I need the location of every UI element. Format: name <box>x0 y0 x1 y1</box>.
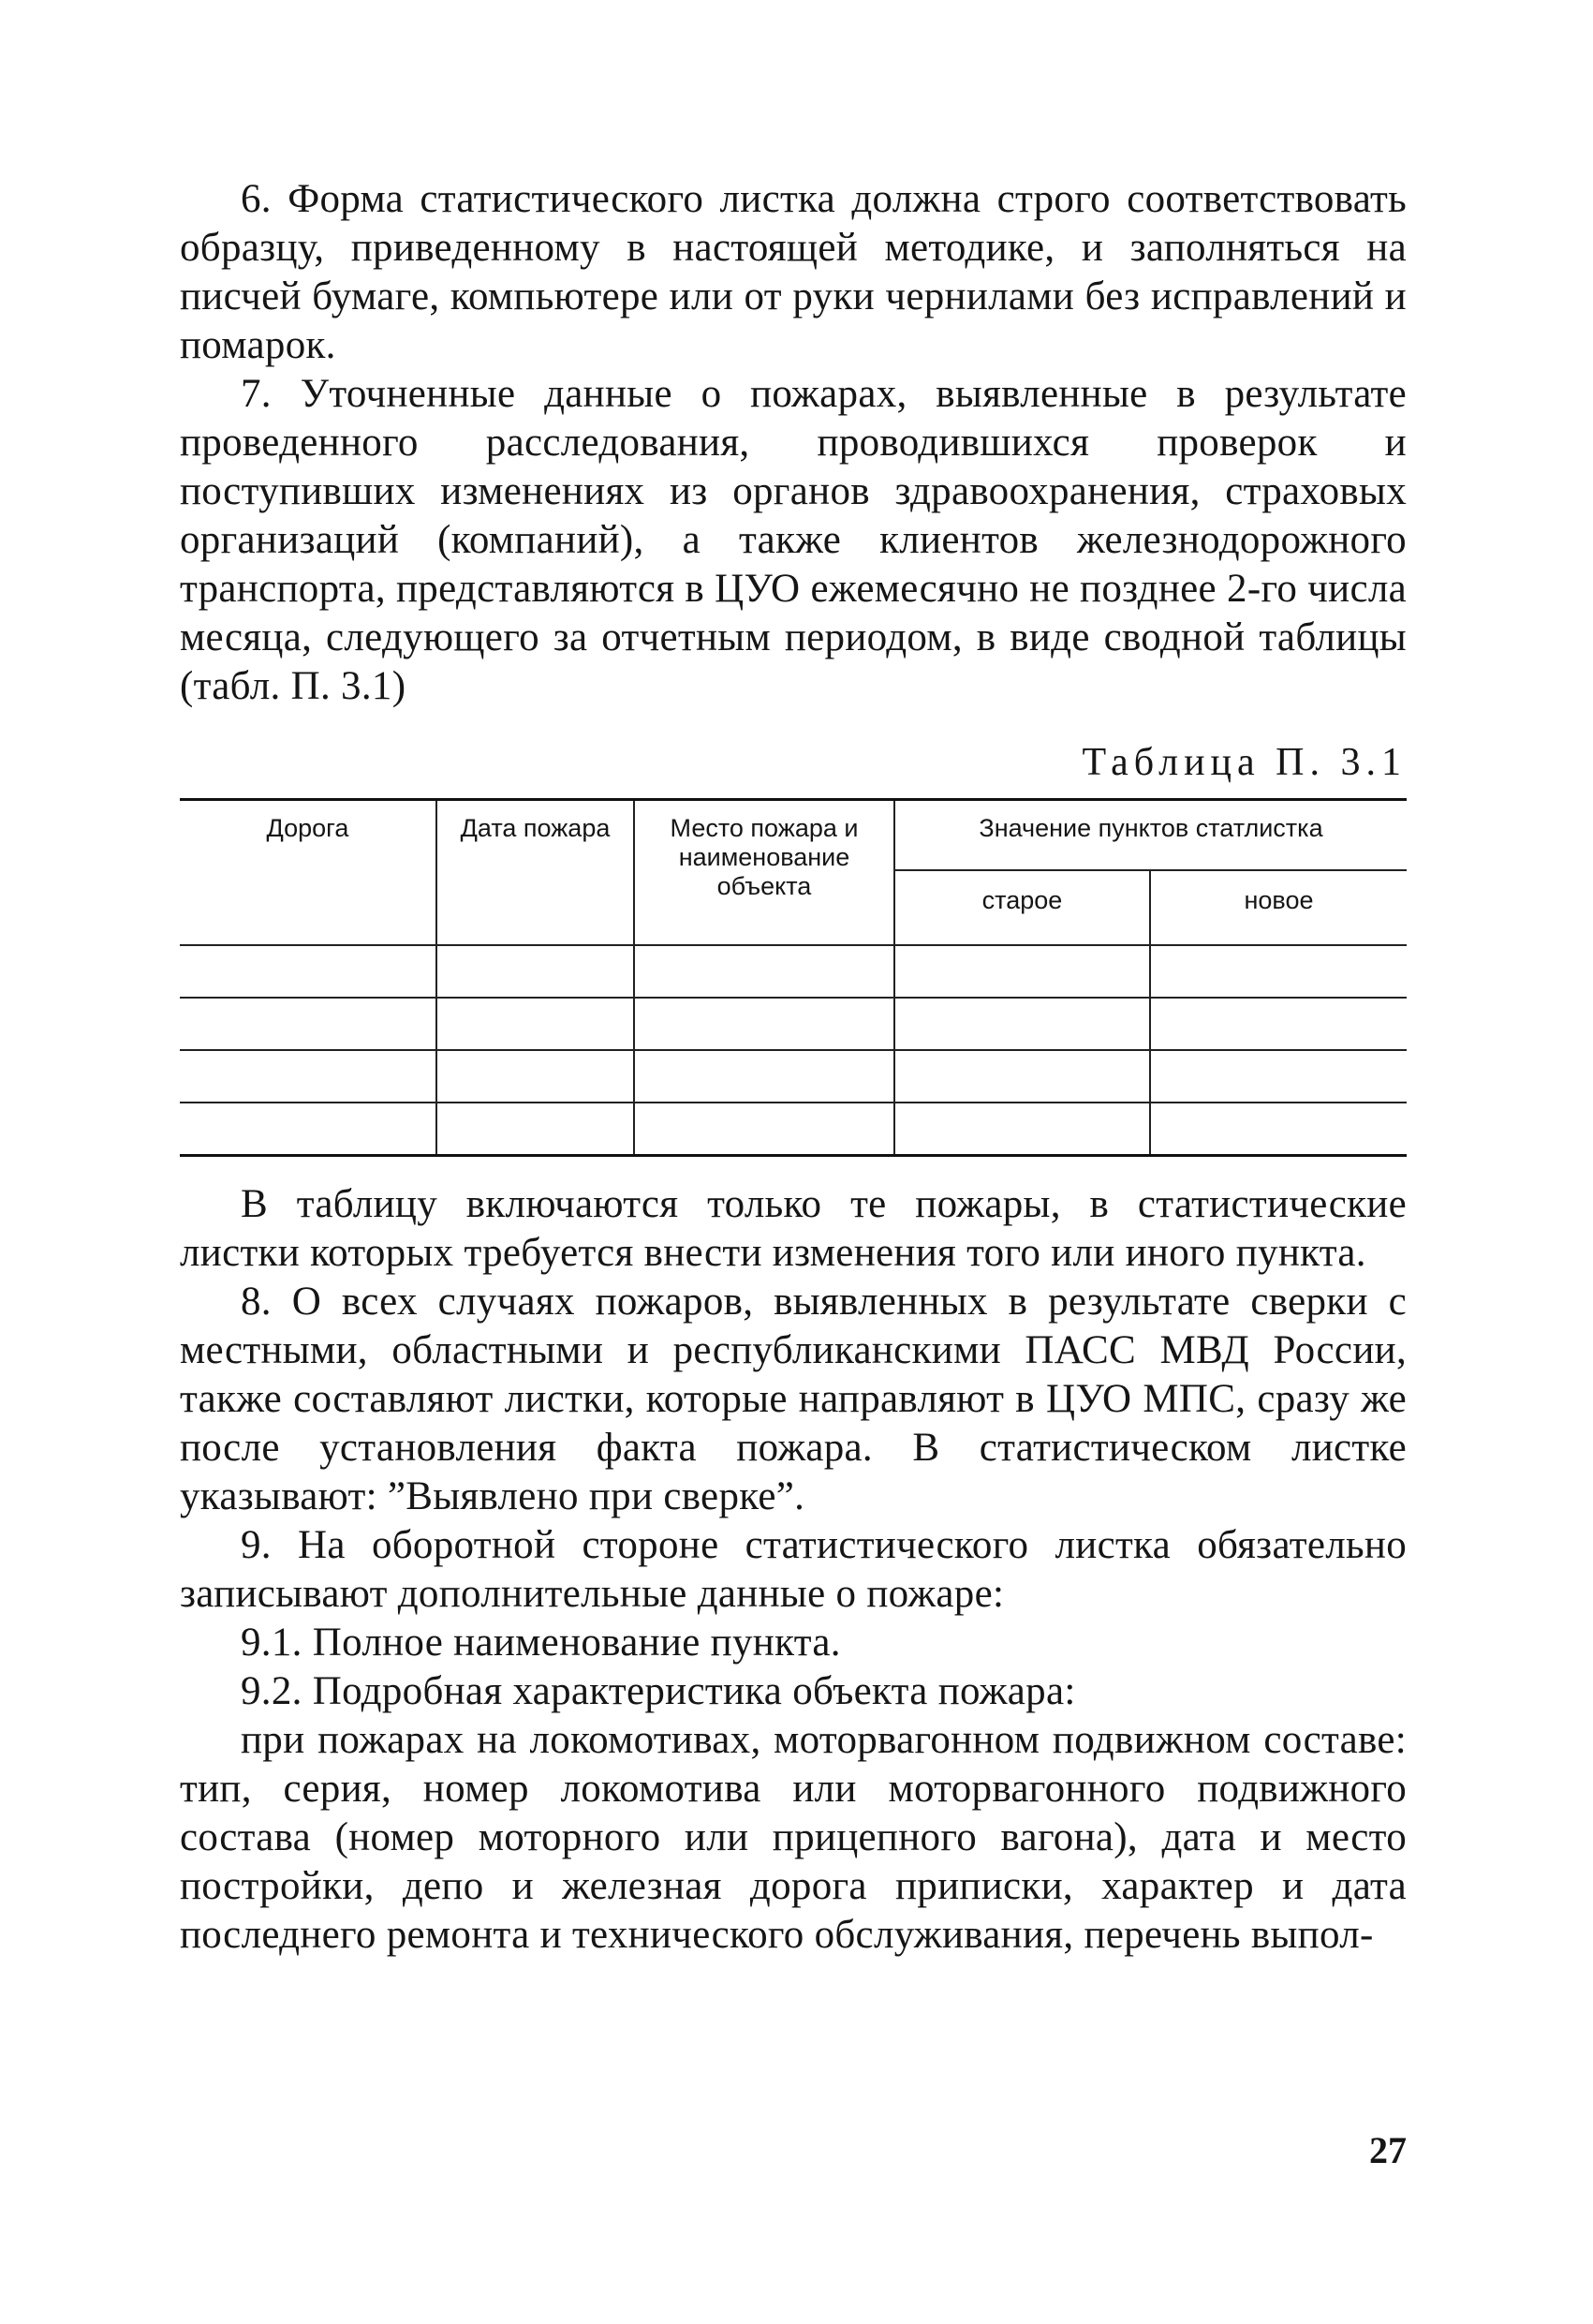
paragraphs-bottom <box>180 1180 1407 1960</box>
table-cell <box>634 1050 894 1103</box>
table-cell <box>634 998 894 1050</box>
paragraph-9-1: 9.1. Полное наименование пункта. <box>241 1621 841 1665</box>
paragraph-7: 7. Уточненные данные о пожарах, выявленные в результате проведенного расследования, проводившихся проверок и поступивших изменениях из органов здравоохранения, страховых организаций (компаний), а также клиентов железнодорожного транспорта, представляются в ЦУО ежемесячно не позднее 2-го числа месяца, следующего за отчетным периодом, в виде сводной таблицы (табл. П. 3.1) <box>180 372 1407 708</box>
table-cell <box>436 1103 634 1156</box>
table-cell <box>180 945 436 998</box>
header-road: Дорога <box>180 800 436 946</box>
paragraph-9: 9. На оборотной стороне статистического листка обязательно записывают дополнительные данные о пожаре: <box>180 1523 1407 1616</box>
paragraph-8: 8. О всех случаях пожаров, выявленных в результате сверки с местными, областными и республиканскими ПАСС МВД России, также составляют листки, которые направляют в ЦУО МПС, сразу же после установления факта пожара. В статистическом листке указывают: ”Выявлено при сверке”. <box>180 1280 1407 1518</box>
header-new-value: новое <box>1150 870 1407 945</box>
paragraphs-top <box>180 175 1407 711</box>
summary-table <box>180 798 1407 1157</box>
table-cell <box>894 1050 1150 1103</box>
table-cell <box>894 1103 1150 1156</box>
table-cell <box>436 998 634 1050</box>
page-number: 27 <box>1369 2129 1407 2171</box>
table-cell <box>1150 1050 1407 1103</box>
table-row <box>180 1050 1407 1103</box>
table-cell <box>1150 1103 1407 1156</box>
table-header-row <box>180 800 1407 871</box>
summary-table-container <box>180 798 1407 1157</box>
header-fire-date: Дата пожара <box>436 800 634 946</box>
table-cell <box>436 1050 634 1103</box>
table-cell <box>894 945 1150 998</box>
paragraph-locomotives: при пожарах на локомотивах, моторвагонном подвижном составе: тип, серия, номер локомотива или моторвагонного подвижного состава (номер моторного или прицепного вагона), дата и место постройки, депо и железная дорога приписки, характер и дата последнего ремонта и технического обслуживания, перечень выпол- <box>180 1718 1407 1957</box>
table-row <box>180 1103 1407 1156</box>
table-cell <box>180 998 436 1050</box>
paragraph-table-note: В таблицу включаются только те пожары, в статистические листки которых требуется внести изменения того или иного пункта. <box>180 1182 1407 1275</box>
paragraph-6: 6. Форма статистического листка должна строго соответствовать образцу, приведенному в настоящей методике, и заполняться на писчей бумаге, компьютере или от руки чернилами без исправлений и помарок. <box>180 177 1407 367</box>
table-row <box>180 998 1407 1050</box>
table-cell <box>634 1103 894 1156</box>
table-row <box>180 945 1407 998</box>
header-values-group: Значение пунктов статлистка <box>894 800 1407 871</box>
table-cell <box>1150 945 1407 998</box>
table-cell <box>1150 998 1407 1050</box>
table-cell <box>180 1103 436 1156</box>
header-old-value: старое <box>894 870 1150 945</box>
table-cell <box>180 1050 436 1103</box>
paragraph-9-2: 9.2. Подробная характеристика объекта пожара: <box>241 1669 1076 1713</box>
header-fire-place: Место пожара и наименование объекта <box>634 800 894 946</box>
table-cell <box>894 998 1150 1050</box>
table-cell <box>634 945 894 998</box>
table-cell <box>436 945 634 998</box>
table-caption: Таблица П. 3.1 <box>1082 741 1407 784</box>
